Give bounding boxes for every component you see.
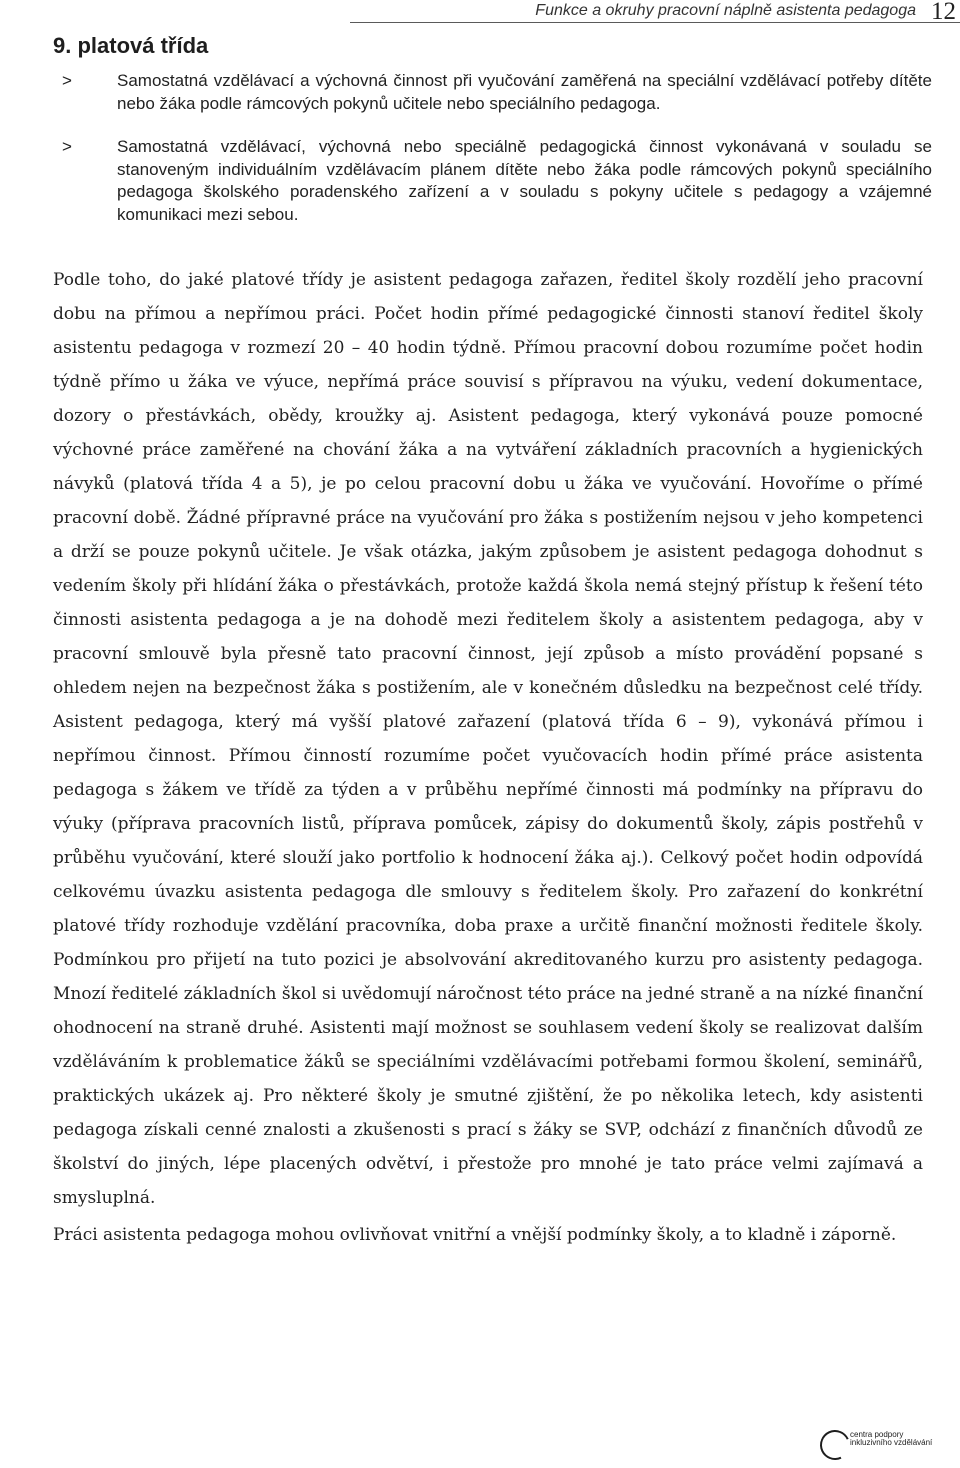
bullet-text: Samostatná vzdělávací, výchovná nebo speciálně pedagogická činnost vykonávaná v souladu se stanoveným individuálním vzdělávacím plánem dítěte nebo žáka podle rámcových pokynů speciálního pedagoga školského poradenského zařízení a v souladu s pokyny učitele s pedagogy a vzájemné komunikaci mezi sebou. xyxy=(117,137,932,224)
page-number: 12 xyxy=(931,0,956,25)
logo-text-line: centra podpory xyxy=(850,1430,904,1439)
bullet-marker: > xyxy=(62,137,72,156)
footer-logo xyxy=(820,1428,940,1468)
header-rule xyxy=(350,22,960,23)
bullet-list xyxy=(62,70,932,247)
list-item xyxy=(62,136,932,226)
bullet-marker: > xyxy=(62,71,72,90)
list-item xyxy=(62,70,932,115)
running-header-title: Funkce a okruhy pracovní náplně asistenta pedagoga xyxy=(535,2,916,19)
section-heading: 9. platová třída xyxy=(53,33,209,58)
body-paragraph: Podle toho, do jaké platové třídy je asistent pedagoga zařazen, ředitel školy rozdělí jeho pracovní dobu na přímou a nepřímou práci. Počet hodin přímé pedagogické činnosti stanoví ředitel školy asistentu pedagoga v rozmezí 20 – 40 hodin týdně. Přímou pracovní dobou rozumíme počet hodin týdně přímo u žáka ve výuce, nepřímá práce souvisí s přípravou na výuku, vedení dokumentace, dozory o přestávkách, obědy, kroužky aj. Asistent pedagoga, který vykonává pouze pomocné výchovné práce zaměřené na chování žáka a na vytváření základních pracovních a hygienických návyků (platová třída 4 a 5), je po celou pracovní dobu u žáka ve vyučování. Hovoříme o přímé pracovní době. Žádné přípravné práce na vyučování pro žáka s postižením nejsou v jeho kompetenci a drží se pouze pokynů učitele. Je však otázka, jakým způsobem je asistent pedagoga dohodnut s vedením školy při hlídání žáka o přestávkách, protože každá škola nemá stejný přístup k řešení této činnosti asistenta pedagoga a je na dohodě mezi ředitelem školy a asistentem pedagoga, aby v pracovní smlouvě byla přesně tato pracovní činnost, její způsob a místo provádění popsané s ohledem nejen na bezpečnost žáka s postižením, ale v konečném důsledku na bezpečnost celé třídy. Asistent pedagoga, který má vyšší platové zařazení (platová třída 6 – 9), vykonává přímou i nepřímou činnost. Přímou činností rozumíme počet vyučovacích hodin přímé práce asistenta pedagoga s žákem ve třídě za týden a v průběhu nepřímé činnosti má podmínky na přípravu do výuky (příprava pracovních listů, příprava pomůcek, zápisy do dokumentů školy, zápis postřehů v průběhu vyučování, které slouží jako portfolio k hodnocení žáka aj.). Celkový počet hodin odpovídá celkovému úvazku asistenta pedagoga dle smlouvy s ředitelem školy. Pro zařazení do konkrétní platové třídy rozhoduje vzdělání pracovníka, doba praxe a určitě finanční možnosti ředitele školy. Podmínkou pro přijetí na tuto pozici je absolvování akreditovaného kurzu pro asistenty pedagoga. Mnozí ředitelé základních škol si uvědomují náročnost této práce na jedné straně a na nízké finanční ohodnocení na straně druhé. Asistenti mají možnost se souhlasem vedení školy se realizovat dalším vzděláváním k problematice žáků se speciálními vzdělávacími potřebami formou školení, seminářů, praktických ukázek aj. Pro některé školy je smutné zjištění, že po několika letech, kdy asistenti pedagoga získali cenné znalosti a zkušenosti s prací s žáky se SVP, odchází z finančních důvodů ze školství do jiných, lépe placených odvětví, i přestože pro mnohé je tato práce velmi zajímavá a smysluplná. xyxy=(53,270,923,1208)
bullet-text: Samostatná vzdělávací a výchovná činnost při vyučování zaměřená na speciální vzdělávací potřeby dítěte nebo žáka podle rámcových pokynů učitele nebo speciálního pedagoga. xyxy=(117,71,932,113)
centre-logo-icon xyxy=(816,1426,854,1464)
logo-text-line: inkluzivního vzdělávání xyxy=(850,1438,933,1447)
body-paragraph: Práci asistenta pedagoga mohou ovlivňovat vnitřní a vnější podmínky školy, a to kladně i záporně. xyxy=(53,1225,897,1245)
